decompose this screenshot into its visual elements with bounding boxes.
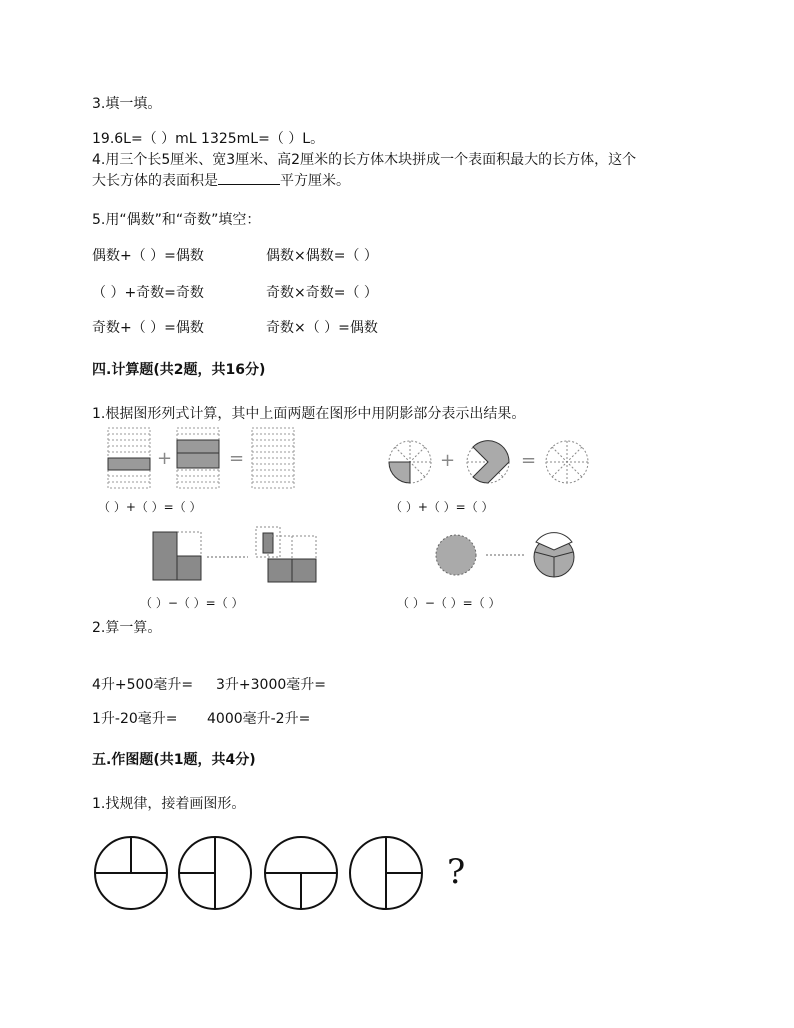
q5-row1-left: 偶数+（ ）=偶数: [92, 248, 204, 264]
pie-figure-1: [436, 535, 476, 575]
rect-figure-1-shade: [108, 458, 150, 470]
calc-1: 4升+500毫升=: [92, 677, 194, 693]
s5-q1: 1.找规律，接着画图形。: [92, 796, 246, 812]
pattern-circle-3: [265, 837, 337, 909]
q4-line2-end: 平方厘米。: [280, 173, 350, 189]
circle-figure-1-shade: [389, 462, 410, 483]
section5-heading: 五.作图题(共1题，共4分): [92, 752, 256, 768]
pattern-circle-4: [350, 837, 422, 909]
square-figure-1-shade: [153, 532, 177, 580]
pattern-circle-1: [95, 837, 167, 909]
q5-title: 5.用“偶数”和“奇数”填空：: [92, 212, 261, 228]
q5-row3-right: 奇数×（ ）=偶数: [266, 320, 378, 336]
q4-line2-start: 大长方体的表面积是: [92, 173, 218, 189]
calc-4: 4000毫升-2升=: [207, 711, 311, 727]
pie-figure-2: [534, 533, 574, 577]
circle-figure-2-shade: [473, 441, 509, 483]
expr-sub-left: （ ）−（ ）=（ ）: [140, 596, 244, 610]
expr-add-left: （ ）+（ ）=（ ）: [98, 500, 202, 514]
rect-figure-3: [252, 428, 294, 488]
plus-sign-1: +: [157, 448, 173, 469]
expr-sub-right: （ ）−（ ）=（ ）: [397, 596, 501, 610]
equals-sign-1: =: [229, 448, 245, 469]
rect-figure-2-shade: [177, 440, 219, 468]
expr-add-right: （ ）+（ ）=（ ）: [390, 500, 494, 514]
circle-figure-3: [546, 441, 588, 483]
q5-row2-left: （ ）+奇数=奇数: [92, 285, 204, 301]
q5-row3-left: 奇数+（ ）=偶数: [92, 320, 204, 336]
plus-sign-2: +: [440, 450, 456, 471]
s4-q2: 2.算一算。: [92, 620, 162, 636]
q5-row2-right: 奇数×奇数=（ ）: [266, 285, 378, 301]
calc-3: 1升-20毫升=: [92, 711, 178, 727]
q4-line1: 4.用三个长5厘米、宽3厘米、高2厘米的长方体木块拼成一个表面积最大的长方体，这个: [92, 152, 637, 168]
question-mark: ?: [447, 852, 466, 892]
q5-row1-right: 偶数×偶数=（ ）: [266, 248, 378, 264]
pattern-circle-2: [179, 837, 251, 909]
equals-sign-2: =: [521, 450, 537, 471]
s4-q1: 1.根据图形列式计算，其中上面两题在图形中用阴影部分表示出结果。: [92, 406, 526, 422]
calc-2: 3升+3000毫升=: [216, 677, 326, 693]
section4-heading: 四.计算题(共2题，共16分): [92, 362, 266, 378]
q3-line1: 19.6L=（ ）mL 1325mL=（ ）L。: [92, 131, 325, 147]
q3-title: 3.填一填。: [92, 96, 162, 112]
